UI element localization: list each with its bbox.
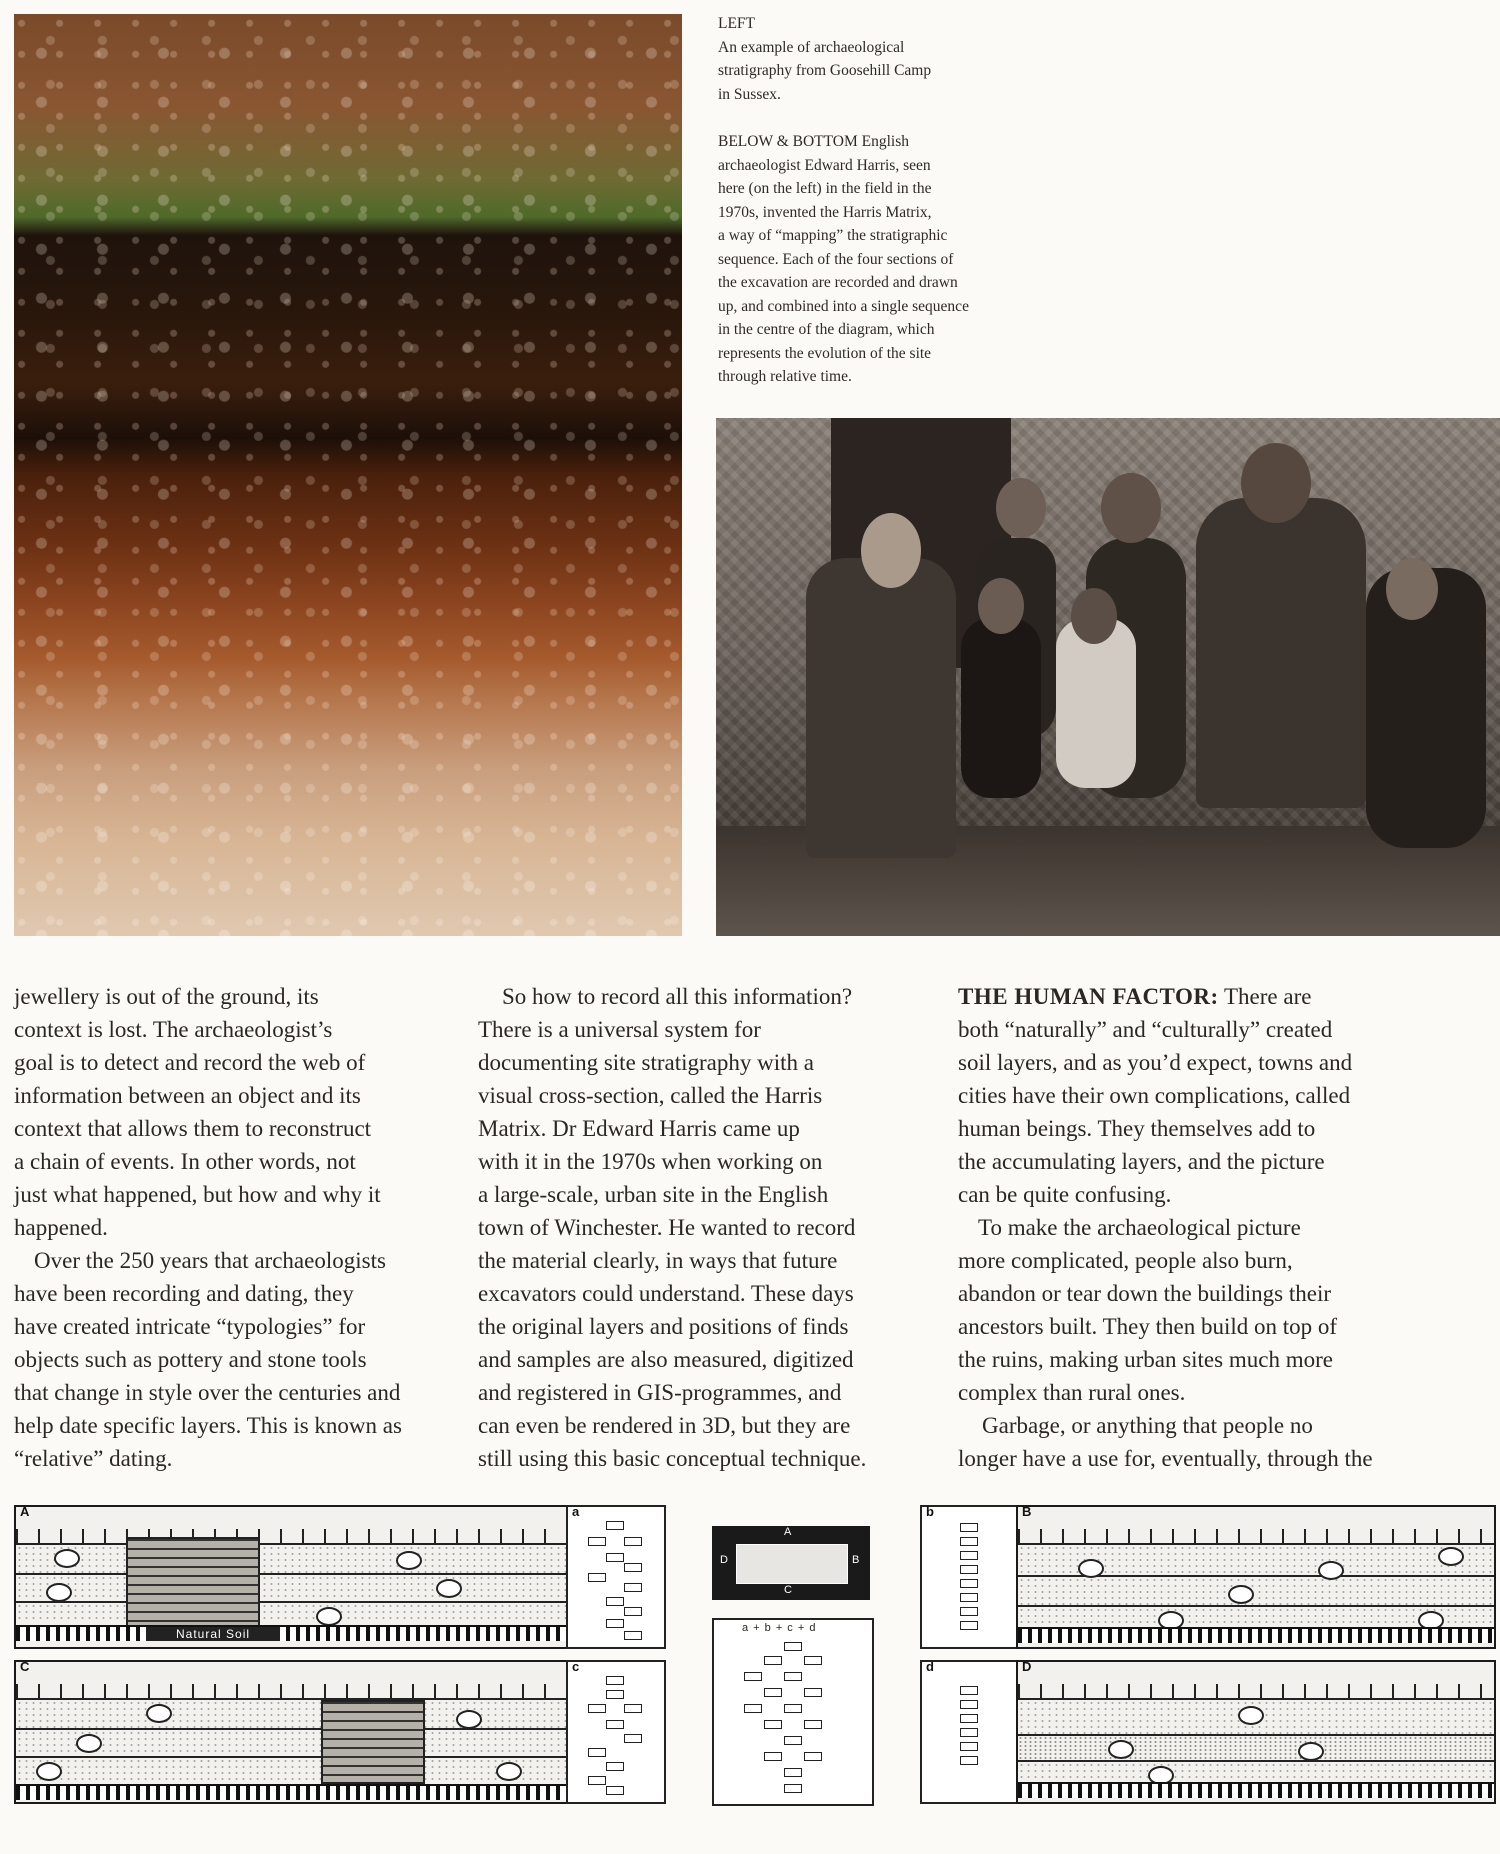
stratigraphy-photo	[14, 14, 682, 936]
text-line: information between an object and its	[14, 1083, 361, 1108]
caption-below-line: archaeologist Edward Harris, seen	[718, 156, 931, 174]
matrix-a	[566, 1505, 666, 1649]
matrix-b	[920, 1505, 1020, 1649]
section-label: D	[1022, 1659, 1032, 1674]
text-line: help date specific layers. This is known as	[14, 1413, 402, 1438]
text-line: the accumulating layers, and the picture	[958, 1149, 1325, 1174]
caption-below-line: 1970s, invented the Harris Matrix,	[718, 203, 932, 221]
combined-matrix	[712, 1618, 874, 1806]
caption-below-line: in the centre of the diagram, which	[718, 321, 935, 338]
caption-left-line: An example of archaeological	[718, 38, 905, 56]
caption-below-line: BELOW & BOTTOM English	[718, 133, 910, 150]
text-line: context that allows them to reconstruct	[14, 1116, 372, 1141]
text-line: more complicated, people also burn,	[958, 1248, 1293, 1273]
text-line: visual cross-section, called the Harris	[478, 1083, 823, 1108]
body-column-2	[478, 980, 918, 1475]
text-line: town of Winchester. He wanted to record	[478, 1215, 856, 1240]
combined-formula: a + b + c + d	[742, 1622, 817, 1634]
text-line: soil layers, and as you’d expect, towns and	[958, 1050, 1353, 1075]
text-line: and samples are also measured, digitized	[478, 1347, 854, 1372]
text-line: context is lost. The archaeologist’s	[14, 1017, 333, 1042]
text-line: just what happened, but how and why it	[14, 1182, 381, 1207]
text-line: goal is to detect and record the web of	[14, 1050, 366, 1075]
section-label: B	[1022, 1504, 1032, 1519]
text-line: Garbage, or anything that people no	[982, 1413, 1313, 1438]
text-line: can even be rendered in 3D, but they are	[478, 1413, 851, 1438]
section-label: A	[20, 1504, 30, 1519]
text-line: cities have their own complications, called	[958, 1083, 1351, 1108]
text-line	[958, 980, 1408, 1013]
text-line: have created intricate “typologies” for	[14, 1314, 366, 1339]
matrix-label: c	[572, 1659, 580, 1674]
body-column-1	[14, 980, 454, 1475]
key-label-b: B	[852, 1554, 860, 1566]
photo-caption	[718, 12, 1048, 389]
caption-left-heading: LEFT	[718, 15, 756, 32]
site-key	[712, 1526, 870, 1600]
text-line: Over the 250 years that archaeologists	[34, 1248, 386, 1273]
text-line: happened.	[14, 1215, 108, 1240]
section-heading: THE HUMAN FACTOR:	[958, 984, 1219, 1009]
matrix-label: b	[926, 1504, 934, 1519]
text-line: a chain of events. In other words, not	[14, 1149, 356, 1174]
text-line: that change in style over the centuries and	[14, 1380, 401, 1405]
caption-below-line: here (on the left) in the field in the	[718, 180, 932, 197]
text-line: Matrix. Dr Edward Harris came up	[478, 1116, 800, 1141]
matrix-d	[920, 1660, 1020, 1804]
text-line: complex than rural ones.	[958, 1380, 1186, 1405]
section-label: C	[20, 1659, 30, 1674]
text-line: objects such as pottery and stone tools	[14, 1347, 367, 1372]
text-line: with it in the 1970s when working on	[478, 1149, 823, 1174]
text-line: both “naturally” and “culturally” created	[958, 1017, 1333, 1042]
paragraph	[958, 1409, 1408, 1475]
edward-harris-photo	[716, 418, 1500, 936]
section-d-drawing	[1016, 1660, 1496, 1804]
text-line: the material clearly, in ways that future	[478, 1248, 838, 1273]
matrix-c	[566, 1660, 666, 1804]
text-line: can be quite confusing.	[958, 1182, 1172, 1207]
text-line: jewellery is out of the ground, its	[14, 984, 319, 1009]
key-label-a: A	[784, 1526, 792, 1538]
heading-continuation: There are	[1218, 984, 1312, 1009]
text-line: “relative” dating.	[14, 1446, 173, 1471]
section-a-drawing	[14, 1505, 570, 1649]
text-line: a large-scale, urban site in the English	[478, 1182, 829, 1207]
text-line: still using this basic conceptual technique.	[478, 1446, 867, 1471]
paragraph	[958, 980, 1408, 1211]
section-c-drawing	[14, 1660, 570, 1804]
text-line: the ruins, making urban sites much more	[958, 1347, 1333, 1372]
text-line: longer have a use for, eventually, through the	[958, 1446, 1373, 1471]
natural-soil-label: Natural Soil	[146, 1627, 280, 1641]
text-line: the original layers and positions of finds	[478, 1314, 849, 1339]
text-line: human beings. They themselves add to	[958, 1116, 1316, 1141]
caption-below-line: sequence. Each of the four sections of	[718, 250, 954, 268]
matrix-label: a	[572, 1504, 580, 1519]
paragraph	[958, 1211, 1408, 1409]
text-line: and registered in GIS-programmes, and	[478, 1380, 842, 1405]
caption-below-line: represents the evolution of the site	[718, 344, 932, 362]
caption-left-line: in Sussex.	[718, 85, 781, 103]
paragraph	[14, 1244, 454, 1475]
caption-below-line: through relative time.	[718, 368, 852, 385]
text-line: So how to record all this information?	[502, 984, 853, 1009]
key-label-c: C	[784, 1584, 792, 1596]
caption-left-line: stratigraphy from Goosehill Camp	[718, 62, 932, 79]
text-line: documenting site stratigraphy with a	[478, 1050, 814, 1075]
caption-below-line: a way of “mapping” the stratigraphic	[718, 227, 948, 244]
caption-below-line: the excavation are recorded and drawn	[718, 274, 958, 291]
body-column-3	[958, 980, 1408, 1475]
text-line: have been recording and dating, they	[14, 1281, 354, 1306]
caption-below-line: up, and combined into a single sequence	[718, 297, 969, 315]
text-line: ancestors built. They then build on top of	[958, 1314, 1338, 1339]
matrix-label: d	[926, 1659, 934, 1674]
paragraph	[14, 980, 454, 1244]
key-label-d: D	[720, 1554, 728, 1566]
text-line: There is a universal system for	[478, 1017, 761, 1042]
section-b-drawing	[1016, 1505, 1496, 1649]
text-line: excavators could understand. These days	[478, 1281, 854, 1306]
paragraph	[478, 980, 918, 1475]
text-line: To make the archaeological picture	[978, 1215, 1301, 1240]
text-line: abandon or tear down the buildings their	[958, 1281, 1332, 1306]
